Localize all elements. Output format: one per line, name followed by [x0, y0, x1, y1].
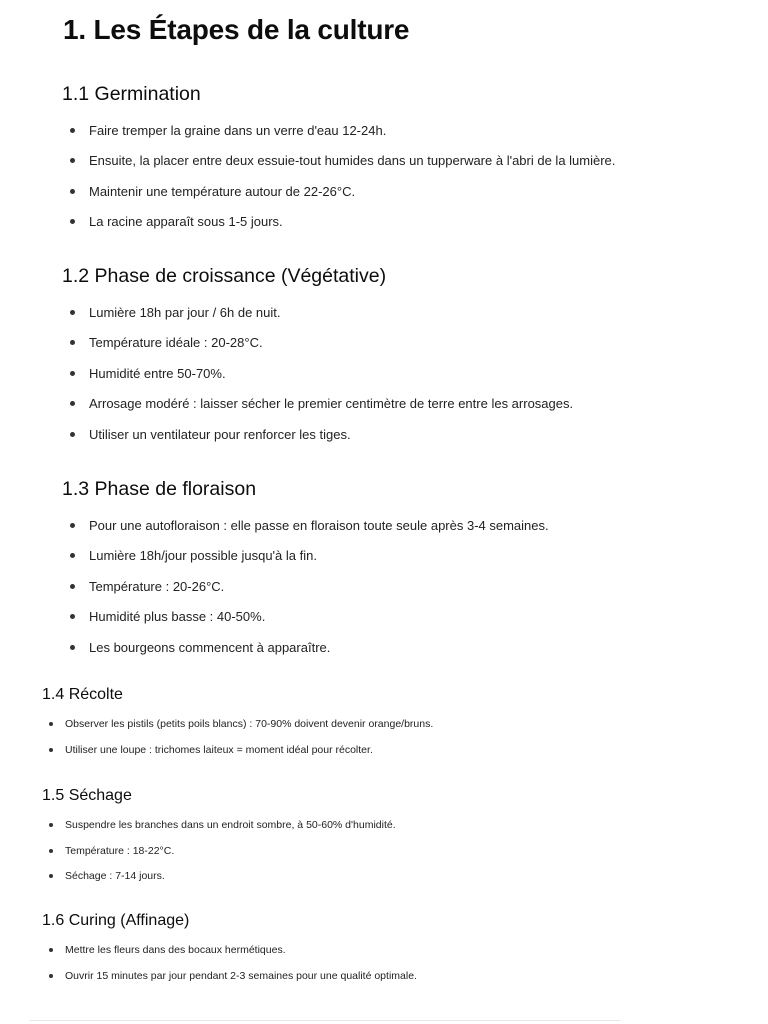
list-item: Arrosage modéré : laisser sécher le premier centimètre de terre entre les arrosages. [63, 394, 573, 424]
bullet-list [63, 121, 615, 243]
list-item: Température idéale : 20-28°C. [63, 333, 573, 363]
section-heading: 1.2 Phase de croissance (Végétative) [62, 265, 387, 287]
section-heading: 1.1 Germination [62, 83, 201, 105]
list-item: Lumière 18h par jour / 6h de nuit. [63, 303, 573, 333]
bullet-list [43, 817, 396, 894]
list-item: Humidité plus basse : 40-50%. [63, 607, 549, 637]
divider [30, 1020, 620, 1021]
list-item: Maintenir une température autour de 22-26°C. [63, 182, 615, 212]
section-floraison [62, 478, 549, 668]
section-heading: 1.5 Séchage [42, 787, 132, 804]
list-item: Ensuite, la placer entre deux essuie-tout humides dans un tupperware à l'abri de la lumière. [63, 151, 615, 181]
list-item: Ouvrir 15 minutes par jour pendant 2-3 semaines pour une qualité optimale. [43, 968, 417, 994]
section-germination [62, 83, 615, 243]
bullet-list [63, 516, 549, 668]
list-item: Observer les pistils (petits poils blancs) : 70-90% doivent devenir orange/bruns. [43, 716, 433, 742]
section-croissance [62, 265, 573, 455]
list-item: Pour une autofloraison : elle passe en floraison toute seule après 3-4 semaines. [63, 516, 549, 546]
list-item: Les bourgeons commencent à apparaître. [63, 638, 549, 668]
bullet-list [43, 716, 433, 767]
list-item: Température : 18-22°C. [43, 843, 396, 869]
list-item: Lumière 18h/jour possible jusqu'à la fin. [63, 546, 549, 576]
list-item: La racine apparaît sous 1-5 jours. [63, 212, 615, 242]
bullet-list [63, 303, 573, 455]
list-item: Utiliser une loupe : trichomes laiteux = moment idéal pour récolter. [43, 742, 433, 768]
page-title: 1. Les Étapes de la culture [63, 14, 410, 45]
section-recolte [42, 686, 433, 767]
section-heading: 1.6 Curing (Affinage) [42, 912, 190, 929]
list-item: Mettre les fleurs dans des bocaux hermétiques. [43, 942, 417, 968]
list-item: Suspendre les branches dans un endroit sombre, à 50-60% d'humidité. [43, 817, 396, 843]
list-item: Température : 20-26°C. [63, 577, 549, 607]
list-item: Séchage : 7-14 jours. [43, 868, 396, 894]
list-item: Faire tremper la graine dans un verre d'eau 12-24h. [63, 121, 615, 151]
bullet-list [43, 942, 417, 993]
list-item: Humidité entre 50-70%. [63, 364, 573, 394]
list-item: Utiliser un ventilateur pour renforcer les tiges. [63, 425, 573, 455]
section-heading: 1.3 Phase de floraison [62, 478, 257, 500]
section-curing [42, 912, 417, 993]
section-heading: 1.4 Récolte [42, 686, 123, 703]
section-sechage [42, 787, 396, 894]
